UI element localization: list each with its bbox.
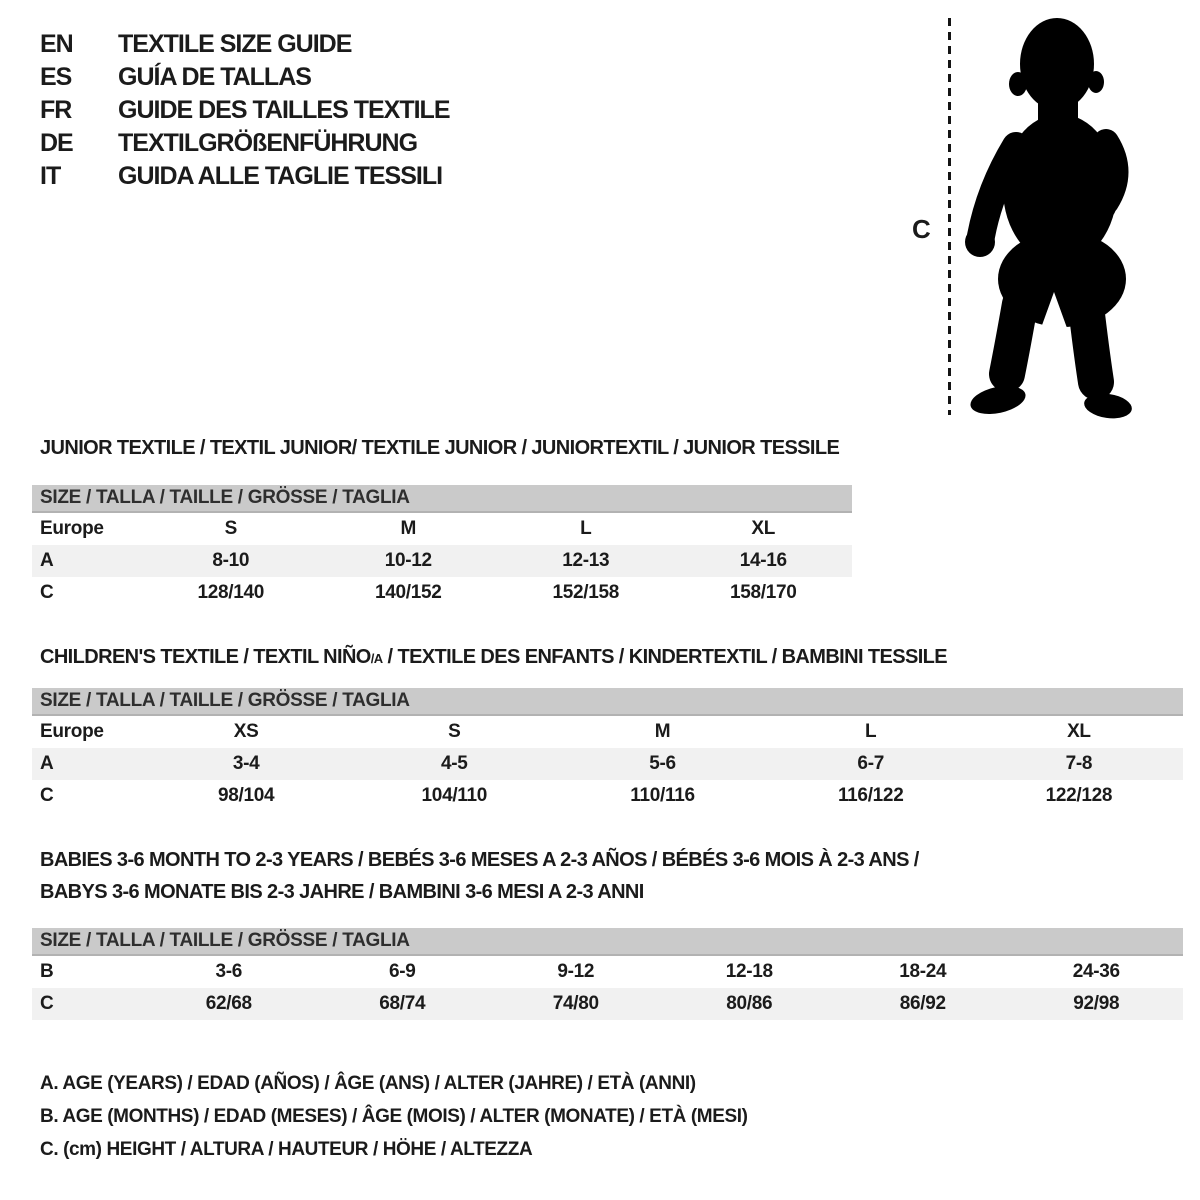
- children-title-part1: CHILDREN'S TEXTILE / TEXTIL NIÑO: [40, 646, 371, 668]
- language-title-list: [40, 28, 450, 193]
- size-header-text: SIZE / TALLA / TAILLE / GRÖSSE / TAGLIA: [40, 487, 410, 508]
- language-row-fr: [40, 94, 450, 127]
- language-code: ES: [40, 63, 72, 91]
- language-title: GUIDA ALLE TAGLIE TESSILI: [118, 162, 443, 190]
- age-cell: 4-5: [441, 753, 468, 774]
- size-header-text: SIZE / TALLA / TAILLE / GRÖSSE / TAGLIA: [40, 930, 410, 951]
- age-cell: 12-13: [562, 550, 610, 571]
- age-cell: 14-16: [739, 550, 787, 571]
- height-cell: 62/68: [205, 993, 252, 1014]
- row-label: C: [40, 993, 54, 1014]
- height-cell: 74/80: [552, 993, 599, 1014]
- size-header-bar: [32, 485, 852, 513]
- language-title: TEXTILGRÖßENFÜHRUNG: [118, 129, 418, 157]
- height-cell: 68/74: [379, 993, 426, 1014]
- size-cell: XL: [751, 518, 776, 539]
- height-measure-label: C: [912, 214, 931, 244]
- language-title: GUÍA DE TALLAS: [118, 63, 311, 91]
- babies-size-table: [32, 928, 1183, 1020]
- size-cell: S: [224, 518, 237, 539]
- height-cell: 104/110: [421, 785, 488, 806]
- row-label: B: [40, 961, 54, 982]
- legend-line-a: A. AGE (YEARS) / EDAD (AÑOS) / ÂGE (ANS) / ALTER (JAHRE) / ETÀ (ANNI): [40, 1073, 696, 1094]
- language-code: IT: [40, 162, 61, 190]
- table-row-b: [32, 956, 1183, 988]
- row-label: Europe: [40, 518, 104, 539]
- size-header-bar: [32, 688, 1183, 716]
- age-cell: 9-12: [557, 961, 595, 982]
- toddler-silhouette-icon: [950, 14, 1145, 419]
- row-label: C: [40, 785, 54, 806]
- height-cell: 152/158: [552, 582, 620, 603]
- age-cell: 3-6: [215, 961, 243, 982]
- table-row-europe: [32, 513, 852, 545]
- height-cell: 80/86: [726, 993, 773, 1014]
- children-title-sub: /A: [370, 651, 383, 666]
- row-label: A: [40, 550, 54, 571]
- babies-section-title-line1: BABIES 3-6 MONTH TO 2-3 YEARS / BEBÉS 3-6 MESES A 2-3 AÑOS / BÉBÉS 3-6 MOIS À 2-3 ANS /: [40, 849, 919, 871]
- age-cell: 7-8: [1065, 753, 1093, 774]
- size-cell: M: [654, 721, 671, 742]
- table-row-c: [32, 988, 1183, 1020]
- language-title: TEXTILE SIZE GUIDE: [118, 30, 352, 58]
- row-label: C: [40, 582, 54, 603]
- height-cell: 128/140: [197, 582, 265, 603]
- size-cell: M: [400, 518, 417, 539]
- size-header-text: SIZE / TALLA / TAILLE / GRÖSSE / TAGLIA: [40, 690, 410, 711]
- height-cell: 98/104: [217, 785, 275, 806]
- size-header-bar: [32, 928, 1183, 956]
- children-size-table: [32, 688, 1183, 812]
- height-cell: 140/152: [374, 582, 442, 603]
- age-cell: 6-7: [857, 753, 884, 774]
- size-cell: XS: [233, 721, 259, 742]
- height-cell: 116/122: [837, 785, 904, 806]
- age-cell: 12-18: [725, 961, 773, 982]
- babies-section-title-line2: BABYS 3-6 MONATE BIS 2-3 JAHRE / BAMBINI 3-6 MESI A 2-3 ANNI: [40, 881, 644, 903]
- legend-line-b: B. AGE (MONTHS) / EDAD (MESES) / ÂGE (MOIS) / ALTER (MONATE) / ETÀ (MESI): [40, 1106, 748, 1127]
- legend-line-c: C. (cm) HEIGHT / ALTURA / HAUTEUR / HÖHE / ALTEZZA: [40, 1139, 533, 1160]
- table-row-europe: [32, 716, 1183, 748]
- height-cell: 110/116: [630, 785, 695, 806]
- size-cell: L: [865, 721, 877, 742]
- language-code: DE: [40, 129, 73, 157]
- age-cell: 5-6: [649, 753, 676, 774]
- age-cell: 8-10: [212, 550, 250, 571]
- height-cell: 92/98: [1073, 993, 1120, 1014]
- children-title-part3: / TEXTILE DES ENFANTS / KINDERTEXTIL / BAMBINI TESSILE: [382, 646, 948, 668]
- language-code: FR: [40, 96, 72, 124]
- height-cell: 86/92: [899, 993, 946, 1014]
- table-row-a: [32, 545, 852, 577]
- junior-section-title: JUNIOR TEXTILE / TEXTIL JUNIOR/ TEXTILE JUNIOR / JUNIORTEXTIL / JUNIOR TESSILE: [40, 437, 840, 459]
- age-cell: 10-12: [384, 550, 432, 571]
- age-cell: 6-9: [388, 961, 416, 982]
- age-cell: 3-4: [232, 753, 260, 774]
- size-cell: S: [448, 721, 461, 742]
- height-cell: 158/170: [729, 582, 797, 603]
- language-title: GUIDE DES TAILLES TEXTILE: [118, 96, 450, 124]
- language-code: EN: [40, 30, 73, 58]
- row-label: A: [40, 753, 54, 774]
- children-section-title: [40, 646, 947, 669]
- table-row-c: [32, 577, 852, 609]
- age-cell: 18-24: [899, 961, 947, 982]
- language-row-it: [40, 160, 450, 193]
- table-row-c: [32, 780, 1183, 812]
- row-label: Europe: [40, 721, 104, 742]
- size-cell: L: [580, 518, 592, 539]
- height-cell: 122/128: [1045, 785, 1113, 806]
- language-row-es: [40, 61, 450, 94]
- language-row-de: [40, 127, 450, 160]
- age-cell: 24-36: [1072, 961, 1120, 982]
- table-row-a: [32, 748, 1183, 780]
- junior-size-table: [32, 485, 852, 609]
- language-row-en: [40, 28, 450, 61]
- size-cell: XL: [1067, 721, 1091, 742]
